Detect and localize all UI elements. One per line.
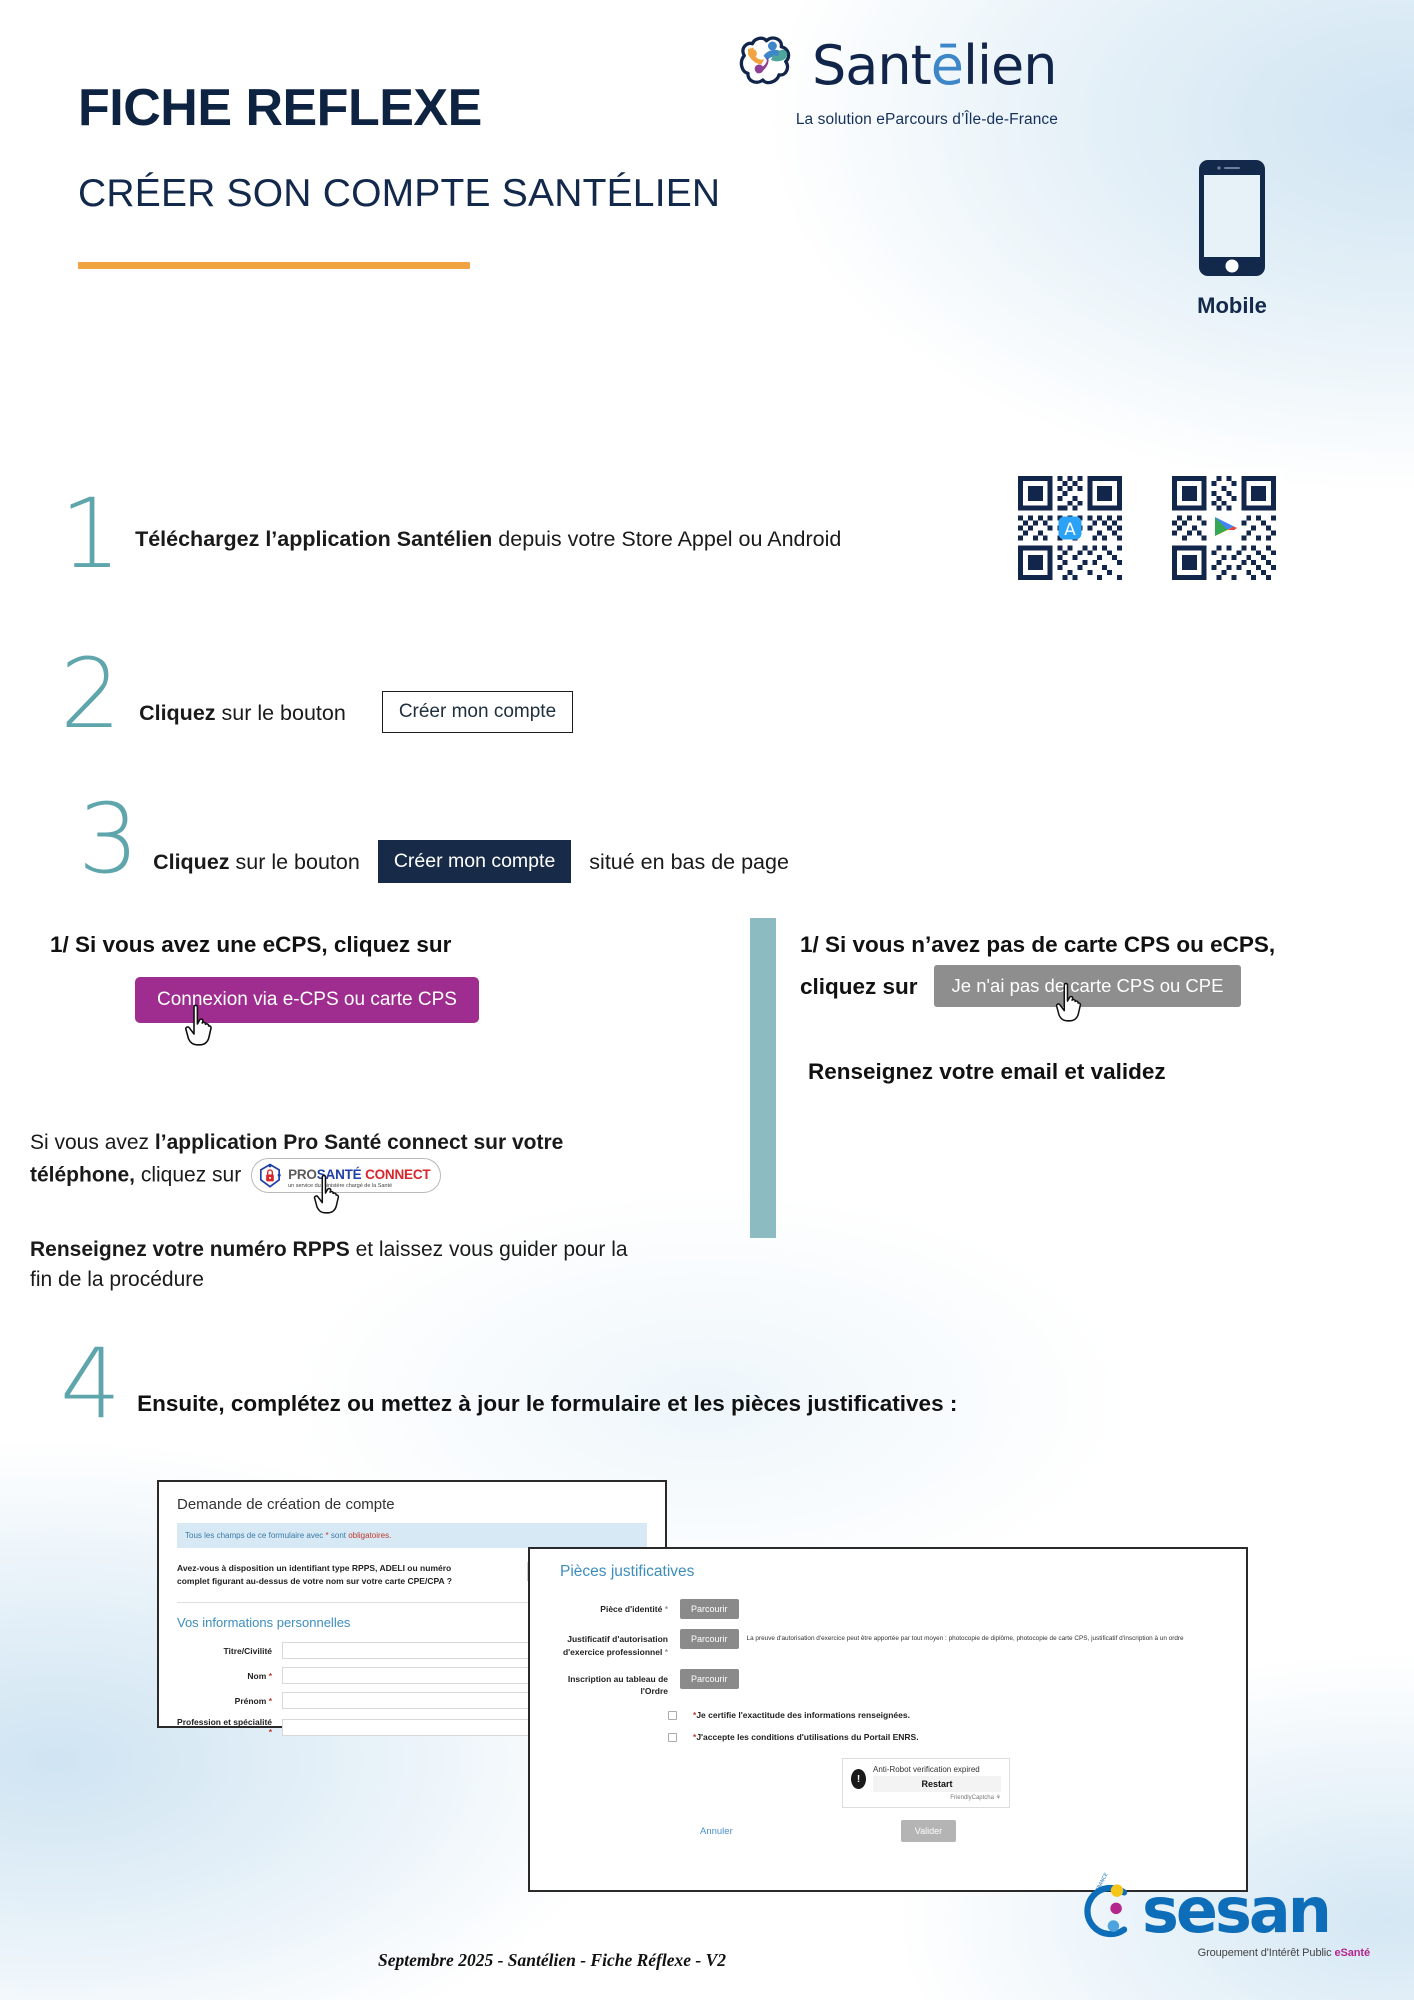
step-4-text: Ensuite, complétez ou mettez à jour le formulaire et les pièces justificatives : — [137, 1391, 958, 1416]
form1-title: Demande de création de compte — [177, 1496, 395, 1513]
step-2 — [60, 638, 573, 750]
smartphone-icon — [1195, 158, 1269, 278]
branch-no-cps-heading-line1: 1/ Si vous n’avez pas de carte CPS ou eCPS, — [800, 932, 1276, 957]
creer-mon-compte-outline-button[interactable]: Créer mon compte — [382, 691, 573, 733]
form1-required-notice: Tous les champs de ce formulaire avec * sont obligatoires. — [177, 1523, 647, 1548]
sesan-wordmark: sesan — [1142, 1874, 1329, 1948]
form2-upload-row: Justificatif d'autorisation d'exercice professionnel * Parcourir La preuve d'autorisation d'exercice peut être apportée par tout moyen : photocopie de diplôme, photocopie de carte CPS, justificatif d'inscription à un ordre — [550, 1629, 1226, 1659]
mobile-label: Mobile — [1197, 293, 1267, 318]
step-1 — [60, 478, 842, 590]
connexion-ecps-button[interactable] — [135, 977, 479, 1023]
pointing-hand-cursor-icon-2 — [310, 1173, 344, 1219]
step-1-number: 1 — [60, 478, 122, 590]
sesan-emblem-icon — [1078, 1872, 1140, 1942]
accept-terms-checkbox[interactable] — [668, 1733, 677, 1742]
pro-sante-connect-button[interactable]: PROSANTÉ CONNECT un service du ministère chargé de la Santé — [251, 1158, 441, 1194]
step-3-after-text: situé en bas de page — [589, 850, 789, 874]
step-4 — [60, 1328, 958, 1440]
je-nai-pas-de-carte-button[interactable] — [934, 965, 1242, 1007]
creer-mon-compte-dark-button[interactable]: Créer mon compte — [378, 840, 571, 883]
captcha-provider: FriendlyCaptcha ⚘ — [950, 1795, 1001, 1801]
step-3-number: 3 — [78, 783, 140, 895]
teal-vertical-divider — [750, 918, 776, 1238]
parcourir-button-autorisation[interactable]: Parcourir — [680, 1629, 739, 1649]
svg-text:ÎLE-DE-FRANCE: ÎLE-DE-FRANCE — [1086, 1872, 1110, 1908]
parcourir-button-identite[interactable]: Parcourir — [680, 1599, 739, 1619]
renseignez-email-text: Renseignez votre email et validez — [808, 1059, 1166, 1085]
parcourir-button-ordre[interactable]: Parcourir — [680, 1669, 739, 1689]
connexion-ecps-label: Connexion via e-CPS ou carte CPS — [157, 989, 457, 1011]
form2-upload-row: Inscription au tableau de l'Ordre Parcourir — [550, 1669, 1226, 1699]
branch-ecps-heading: 1/ Si vous avez une eCPS, cliquez sur — [50, 932, 452, 957]
captcha-restart-button[interactable]: Restart — [873, 1776, 1001, 1792]
sesan-logo — [1078, 1872, 1378, 1959]
captcha-status: Anti-Robot verification expired — [873, 1765, 980, 1774]
form1-section-title: Vos informations personnelles — [177, 1615, 351, 1631]
step-3 — [78, 783, 789, 895]
sesan-tagline: Groupement d'Intérêt Public eSanté — [1197, 1947, 1370, 1959]
form2-upload-row: Pièce d'identité * Parcourir — [550, 1599, 1226, 1619]
santelien-emblem-icon — [728, 26, 802, 105]
supporting-documents-form-screenshot — [528, 1547, 1248, 1892]
form1-field-row: Prénom * — [177, 1692, 647, 1709]
pointing-hand-cursor-icon-3 — [1052, 981, 1086, 1027]
page-subtitle: CRÉER SON COMPTE SANTÉLIEN — [78, 172, 721, 215]
step-4-number: 4 — [60, 1328, 122, 1440]
santelien-wordmark: Santēlien — [812, 33, 1057, 97]
form2-checkbox-row-1: *Je certifie l'exactitude des informations renseignées. — [550, 1710, 1226, 1720]
je-nai-pas-de-carte-label: Je n'ai pas de carte CPS ou CPE — [951, 975, 1224, 997]
annuler-link[interactable]: Annuler — [700, 1825, 733, 1837]
footer-text: Septembre 2025 - Santélien - Fiche Réflexe - V2 — [378, 1950, 727, 1970]
form1-field-row: Nom * — [177, 1667, 647, 1684]
friendly-captcha-widget[interactable] — [842, 1758, 1010, 1808]
rpps-paragraph: Renseignez votre numéro RPPS et laissez vous guider pour la fin de la procédure — [30, 1238, 628, 1291]
page-title: FICHE REFLEXE — [78, 79, 482, 137]
captcha-warning-icon: ! — [851, 1769, 866, 1789]
branch-ecps — [50, 930, 610, 1023]
orange-divider — [78, 262, 470, 269]
step-2-text: Cliquez sur le bouton — [139, 701, 346, 725]
certify-checkbox[interactable] — [668, 1711, 677, 1720]
form1-field-row: Profession et spécialité * — [177, 1717, 647, 1737]
google-play-qr-code[interactable] — [1166, 470, 1282, 586]
pro-sante-connect-shield-icon — [257, 1163, 283, 1189]
pointing-hand-cursor-icon — [181, 1003, 217, 1051]
santelien-logo — [728, 26, 1058, 136]
branch-no-cps-heading-line2: cliquez sur — [800, 973, 918, 999]
form2-checkbox-row-2: *J'accepte les conditions d'utilisations du Portail ENRS. — [550, 1732, 1226, 1742]
form2-actions — [550, 1820, 1226, 1842]
form1-question-label: Avez-vous à disposition un identifiant type RPPS, ADELI ou numéro complet figurant au-dessus de votre nom sur votre carte CPE/CPA ? — [177, 1563, 452, 1587]
form1-field-row: Titre/Civilité — [177, 1642, 647, 1659]
svg-text:A: A — [1064, 518, 1076, 539]
form2-title: Pièces justificatives — [560, 1563, 695, 1580]
step-3-text: Cliquez sur le bouton — [153, 850, 360, 874]
step-1-text: Téléchargez l’application Santélien depuis votre Store Appel ou Android — [135, 527, 842, 551]
mobile-device-block — [1152, 158, 1312, 319]
santelien-tagline: La solution eParcours d’Île-de-France — [795, 111, 1058, 128]
branch-no-cps — [800, 930, 1360, 1085]
app-store-qr-code[interactable] — [1012, 470, 1128, 586]
valider-button[interactable]: Valider — [901, 1820, 956, 1842]
pro-sante-connect-paragraph: Si vous avez l’application Pro Santé connect sur votre téléphone, cliquez sur PROSANTÉ CONNECT un service du ministère chargé de la Santé — [30, 1128, 610, 1193]
step-2-number: 2 — [60, 638, 122, 750]
form2-hint-autorisation: La preuve d'autorisation d'exercice peut être apportée par tout moyen : photocopie de diplôme, photocopie de carte CPS, justificatif d'inscription à un ordre — [746, 1635, 1184, 1642]
